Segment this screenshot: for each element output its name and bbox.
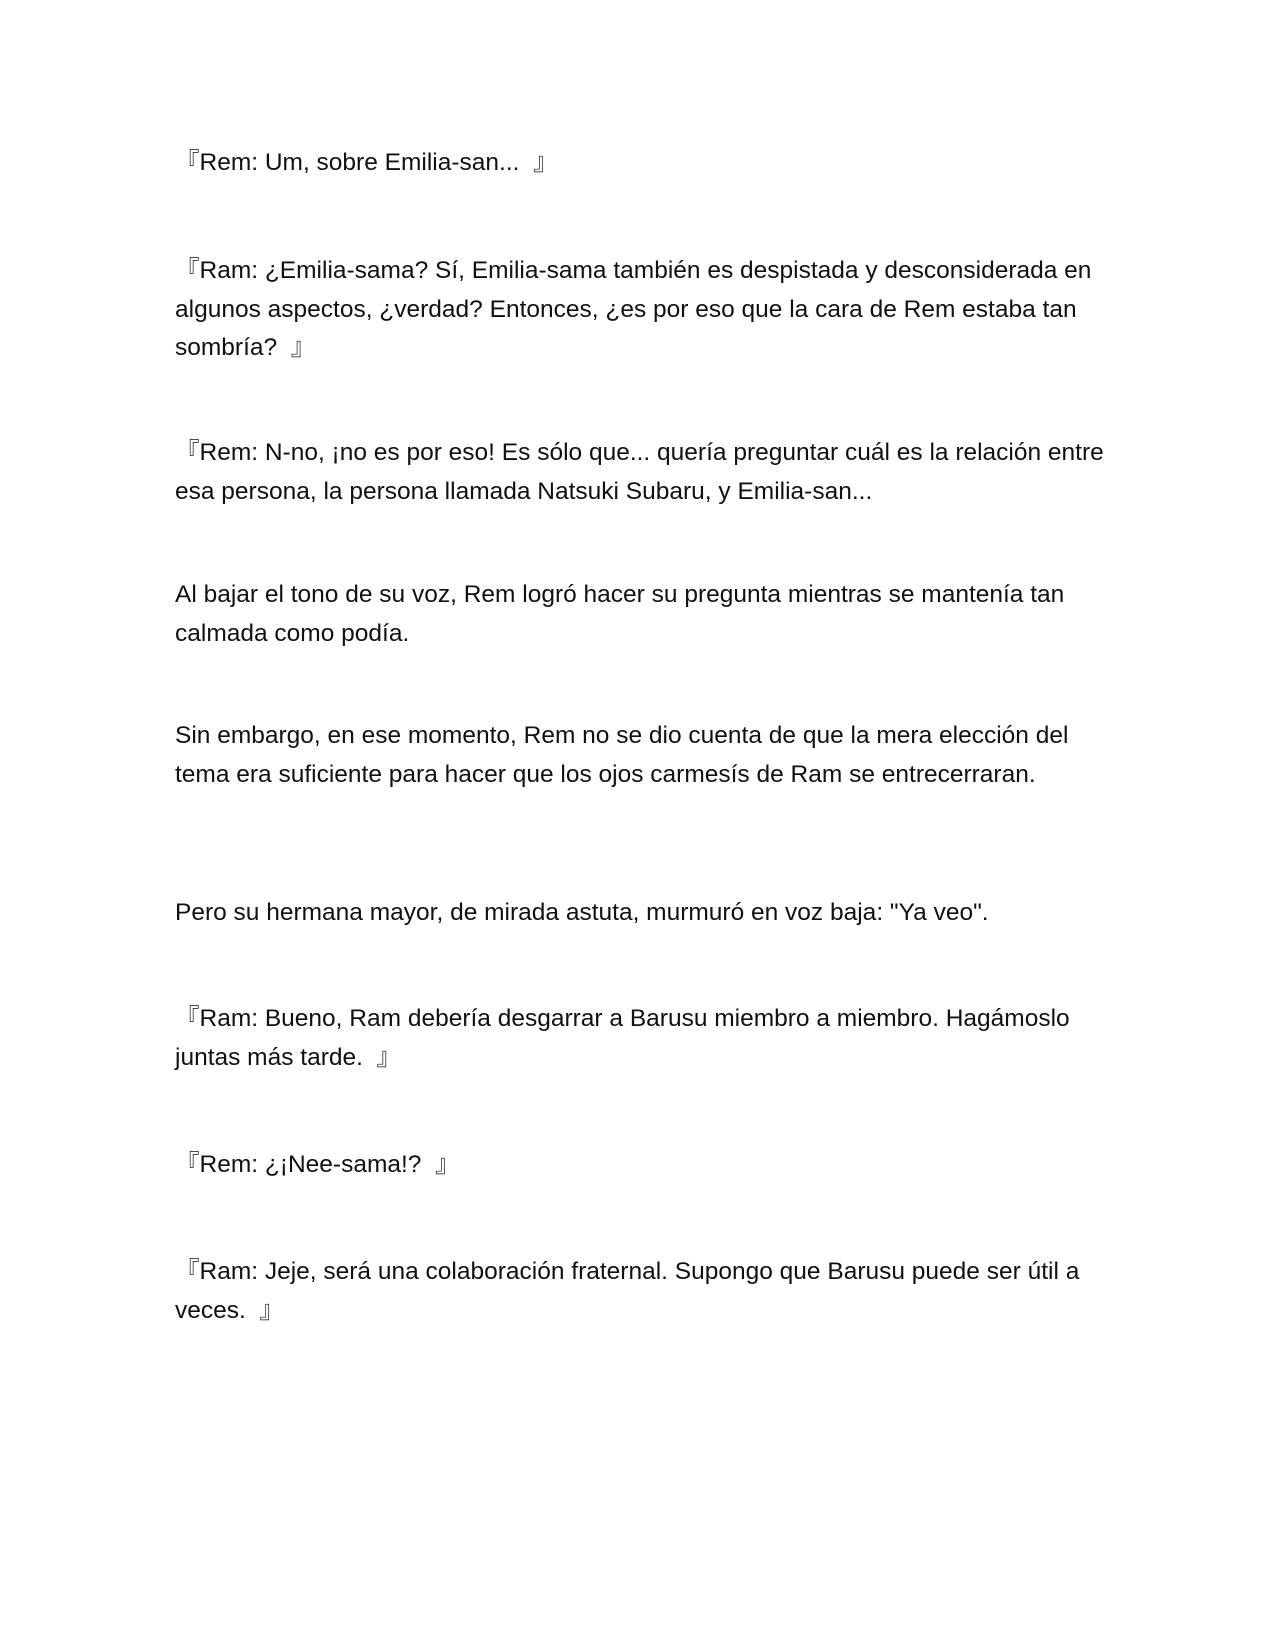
paragraph-narration-eyes: Sin embargo, en ese momento, Rem no se dio cuenta de que la mera elección del tema era suficiente para hacer que los ojos carmesís de Ram se entrecerraran.	[175, 722, 1076, 788]
paragraph-rem-question: 『Rem: N-no, ¡no es por eso! Es sólo que... quería preguntar cuál es la relación entre esa persona, la persona llamada Natsuki Subaru, y Emilia-san...	[175, 439, 1111, 505]
paragraph-rem-nee-sama: 『Rem: ¿¡Nee-sama!? 』	[175, 1151, 460, 1178]
paragraph-ram-colaboracion: 『Ram: Jeje, será una colaboración fraternal. Supongo que Barusu puede ser útil a veces. 』	[175, 1258, 1087, 1324]
paragraph-rem-about-emilia: 『Rem: Um, sobre Emilia-san... 』	[175, 149, 558, 176]
paragraph-narration-ya-veo: Pero su hermana mayor, de mirada astuta, murmuró en voz baja: "Ya veo".	[175, 899, 989, 926]
paragraph-narration-voice: Al bajar el tono de su voz, Rem logró hacer su pregunta mientras se mantenía tan calmada como podía.	[175, 581, 1072, 647]
paragraph-ram-barusu: 『Ram: Bueno, Ram debería desgarrar a Barusu miembro a miembro. Hagámoslo juntas más tarde. 』	[175, 1005, 1077, 1071]
paragraph-ram-emilia-sama: 『Ram: ¿Emilia-sama? Sí, Emilia-sama también es despistada y desconsiderada en algunos aspectos, ¿verdad? Entonces, ¿es por eso que la cara de Rem estaba tan sombría? 』	[175, 257, 1099, 361]
